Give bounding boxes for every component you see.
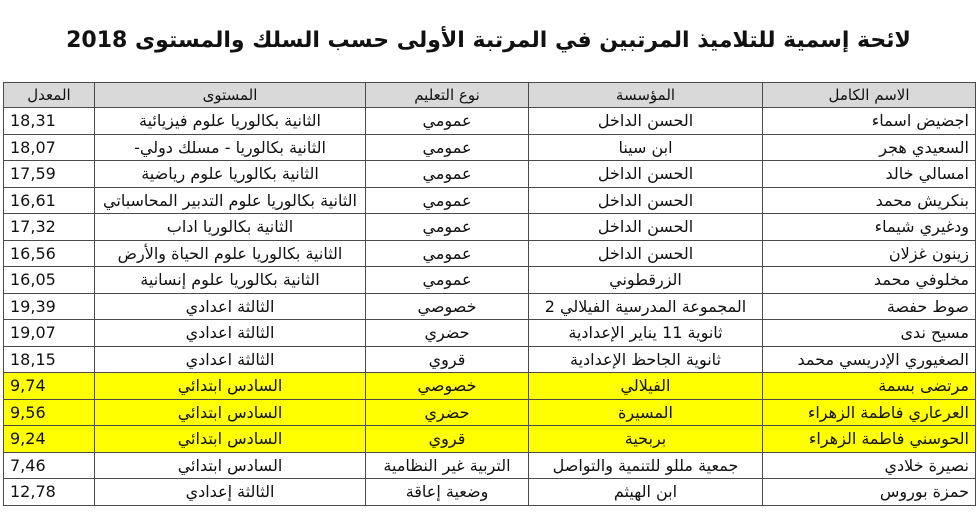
average-cell: 16,61 <box>4 187 95 214</box>
average-cell: 7,46 <box>4 452 95 479</box>
table-row <box>4 479 976 506</box>
table-header-row <box>4 83 976 108</box>
level-cell: الثانية بكالوريا علوم رياضية <box>95 161 366 188</box>
education-type-cell: عمومي <box>366 134 529 161</box>
table-row <box>4 320 976 347</box>
institution-cell: ابن سينا <box>529 134 763 161</box>
level-cell: السادس ابتدائي <box>95 426 366 453</box>
education-type-cell: قروي <box>366 426 529 453</box>
full-name-cell: زينون غزلان <box>763 240 976 267</box>
header-level: المستوى <box>95 83 366 108</box>
level-cell: الثالثة إعدادي <box>95 479 366 506</box>
full-name-cell: العرعاري فاطمة الزهراء <box>763 399 976 426</box>
institution-cell: المسيرة <box>529 399 763 426</box>
level-cell: الثانية بكالوريا - مسلك دولي- <box>95 134 366 161</box>
table-row <box>4 373 976 400</box>
full-name-cell: الحوسني فاطمة الزهراء <box>763 426 976 453</box>
level-cell: الثالثة اعدادي <box>95 293 366 320</box>
education-type-cell: حضري <box>366 399 529 426</box>
table-row <box>4 108 976 135</box>
average-cell: 19,07 <box>4 320 95 347</box>
level-cell: السادس ابتدائي <box>95 452 366 479</box>
education-type-cell: عمومي <box>366 267 529 294</box>
full-name-cell: مسيح ندى <box>763 320 976 347</box>
institution-cell: الفيلالي <box>529 373 763 400</box>
education-type-cell: حضري <box>366 320 529 347</box>
institution-cell: الزرقطوني <box>529 267 763 294</box>
institution-cell: الحسن الداخل <box>529 108 763 135</box>
education-type-cell: قروي <box>366 346 529 373</box>
level-cell: السادس ابتدائي <box>95 373 366 400</box>
average-cell: 18,31 <box>4 108 95 135</box>
education-type-cell: عمومي <box>366 108 529 135</box>
level-cell: الثانية بكالوريا اداب <box>95 214 366 241</box>
education-type-cell: التربية غير النظامية <box>366 452 529 479</box>
education-type-cell: وضعية إعاقة <box>366 479 529 506</box>
institution-cell: ثانوية الجاحظ الإعدادية <box>529 346 763 373</box>
full-name-cell: صوط حفصة <box>763 293 976 320</box>
full-name-cell: السعيدي هجر <box>763 134 976 161</box>
full-name-cell: حمزة بوروس <box>763 479 976 506</box>
average-cell: 9,24 <box>4 426 95 453</box>
level-cell: الثانية بكالوريا علوم إنسانية <box>95 267 366 294</box>
full-name-cell: مرتضى بسمة <box>763 373 976 400</box>
table-row <box>4 240 976 267</box>
level-cell: الثانية بكالوريا علوم التدبير المحاسباتي <box>95 187 366 214</box>
level-cell: الثانية بكالوريا علوم الحياة والأرض <box>95 240 366 267</box>
institution-cell: جمعية مللو للتنمية والتواصل <box>529 452 763 479</box>
education-type-cell: خصوصي <box>366 293 529 320</box>
level-cell: الثانية بكالوريا علوم فيزيائية <box>95 108 366 135</box>
table-row <box>4 134 976 161</box>
header-average: المعدل <box>4 83 95 108</box>
header-education-type: نوع التعليم <box>366 83 529 108</box>
table-row <box>4 161 976 188</box>
institution-cell: الحسن الداخل <box>529 161 763 188</box>
level-cell: السادس ابتدائي <box>95 399 366 426</box>
education-type-cell: خصوصي <box>366 373 529 400</box>
education-type-cell: عمومي <box>366 161 529 188</box>
table-row <box>4 452 976 479</box>
table-row <box>4 267 976 294</box>
full-name-cell: بنكريش محمد <box>763 187 976 214</box>
table-row <box>4 426 976 453</box>
average-cell: 9,74 <box>4 373 95 400</box>
average-cell: 17,59 <box>4 161 95 188</box>
education-type-cell: عمومي <box>366 214 529 241</box>
average-cell: 17,32 <box>4 214 95 241</box>
institution-cell: الحسن الداخل <box>529 187 763 214</box>
institution-cell: بربحية <box>529 426 763 453</box>
full-name-cell: الصغيوري الإدريسي محمد <box>763 346 976 373</box>
full-name-cell: ودغيري شيماء <box>763 214 976 241</box>
institution-cell: الحسن الداخل <box>529 214 763 241</box>
average-cell: 16,56 <box>4 240 95 267</box>
institution-cell: المجموعة المدرسية الفيلالي 2 <box>529 293 763 320</box>
table-row <box>4 346 976 373</box>
table-row <box>4 214 976 241</box>
document-title: لائحة إسمية للتلاميذ المرتبين في المرتبة الأولى حسب السلك والمستوى 2018 <box>66 28 911 53</box>
header-institution: المؤسسة <box>529 83 763 108</box>
average-cell: 12,78 <box>4 479 95 506</box>
average-cell: 16,05 <box>4 267 95 294</box>
average-cell: 19,39 <box>4 293 95 320</box>
average-cell: 18,07 <box>4 134 95 161</box>
header-full-name: الاسم الكامل <box>763 83 976 108</box>
full-name-cell: امسالي خالد <box>763 161 976 188</box>
full-name-cell: مخلوفي محمد <box>763 267 976 294</box>
average-cell: 9,56 <box>4 399 95 426</box>
table-row <box>4 187 976 214</box>
institution-cell: ثانوية 11 يناير الإعدادية <box>529 320 763 347</box>
education-type-cell: عمومي <box>366 187 529 214</box>
students-table <box>3 82 976 506</box>
institution-cell: ابن الهيثم <box>529 479 763 506</box>
average-cell: 18,15 <box>4 346 95 373</box>
table-row <box>4 399 976 426</box>
education-type-cell: عمومي <box>366 240 529 267</box>
level-cell: الثالثة اعدادي <box>95 320 366 347</box>
table-row <box>4 293 976 320</box>
institution-cell: الحسن الداخل <box>529 240 763 267</box>
level-cell: الثالثة اعدادي <box>95 346 366 373</box>
full-name-cell: اجضيض اسماء <box>763 108 976 135</box>
full-name-cell: نصيرة خلادي <box>763 452 976 479</box>
